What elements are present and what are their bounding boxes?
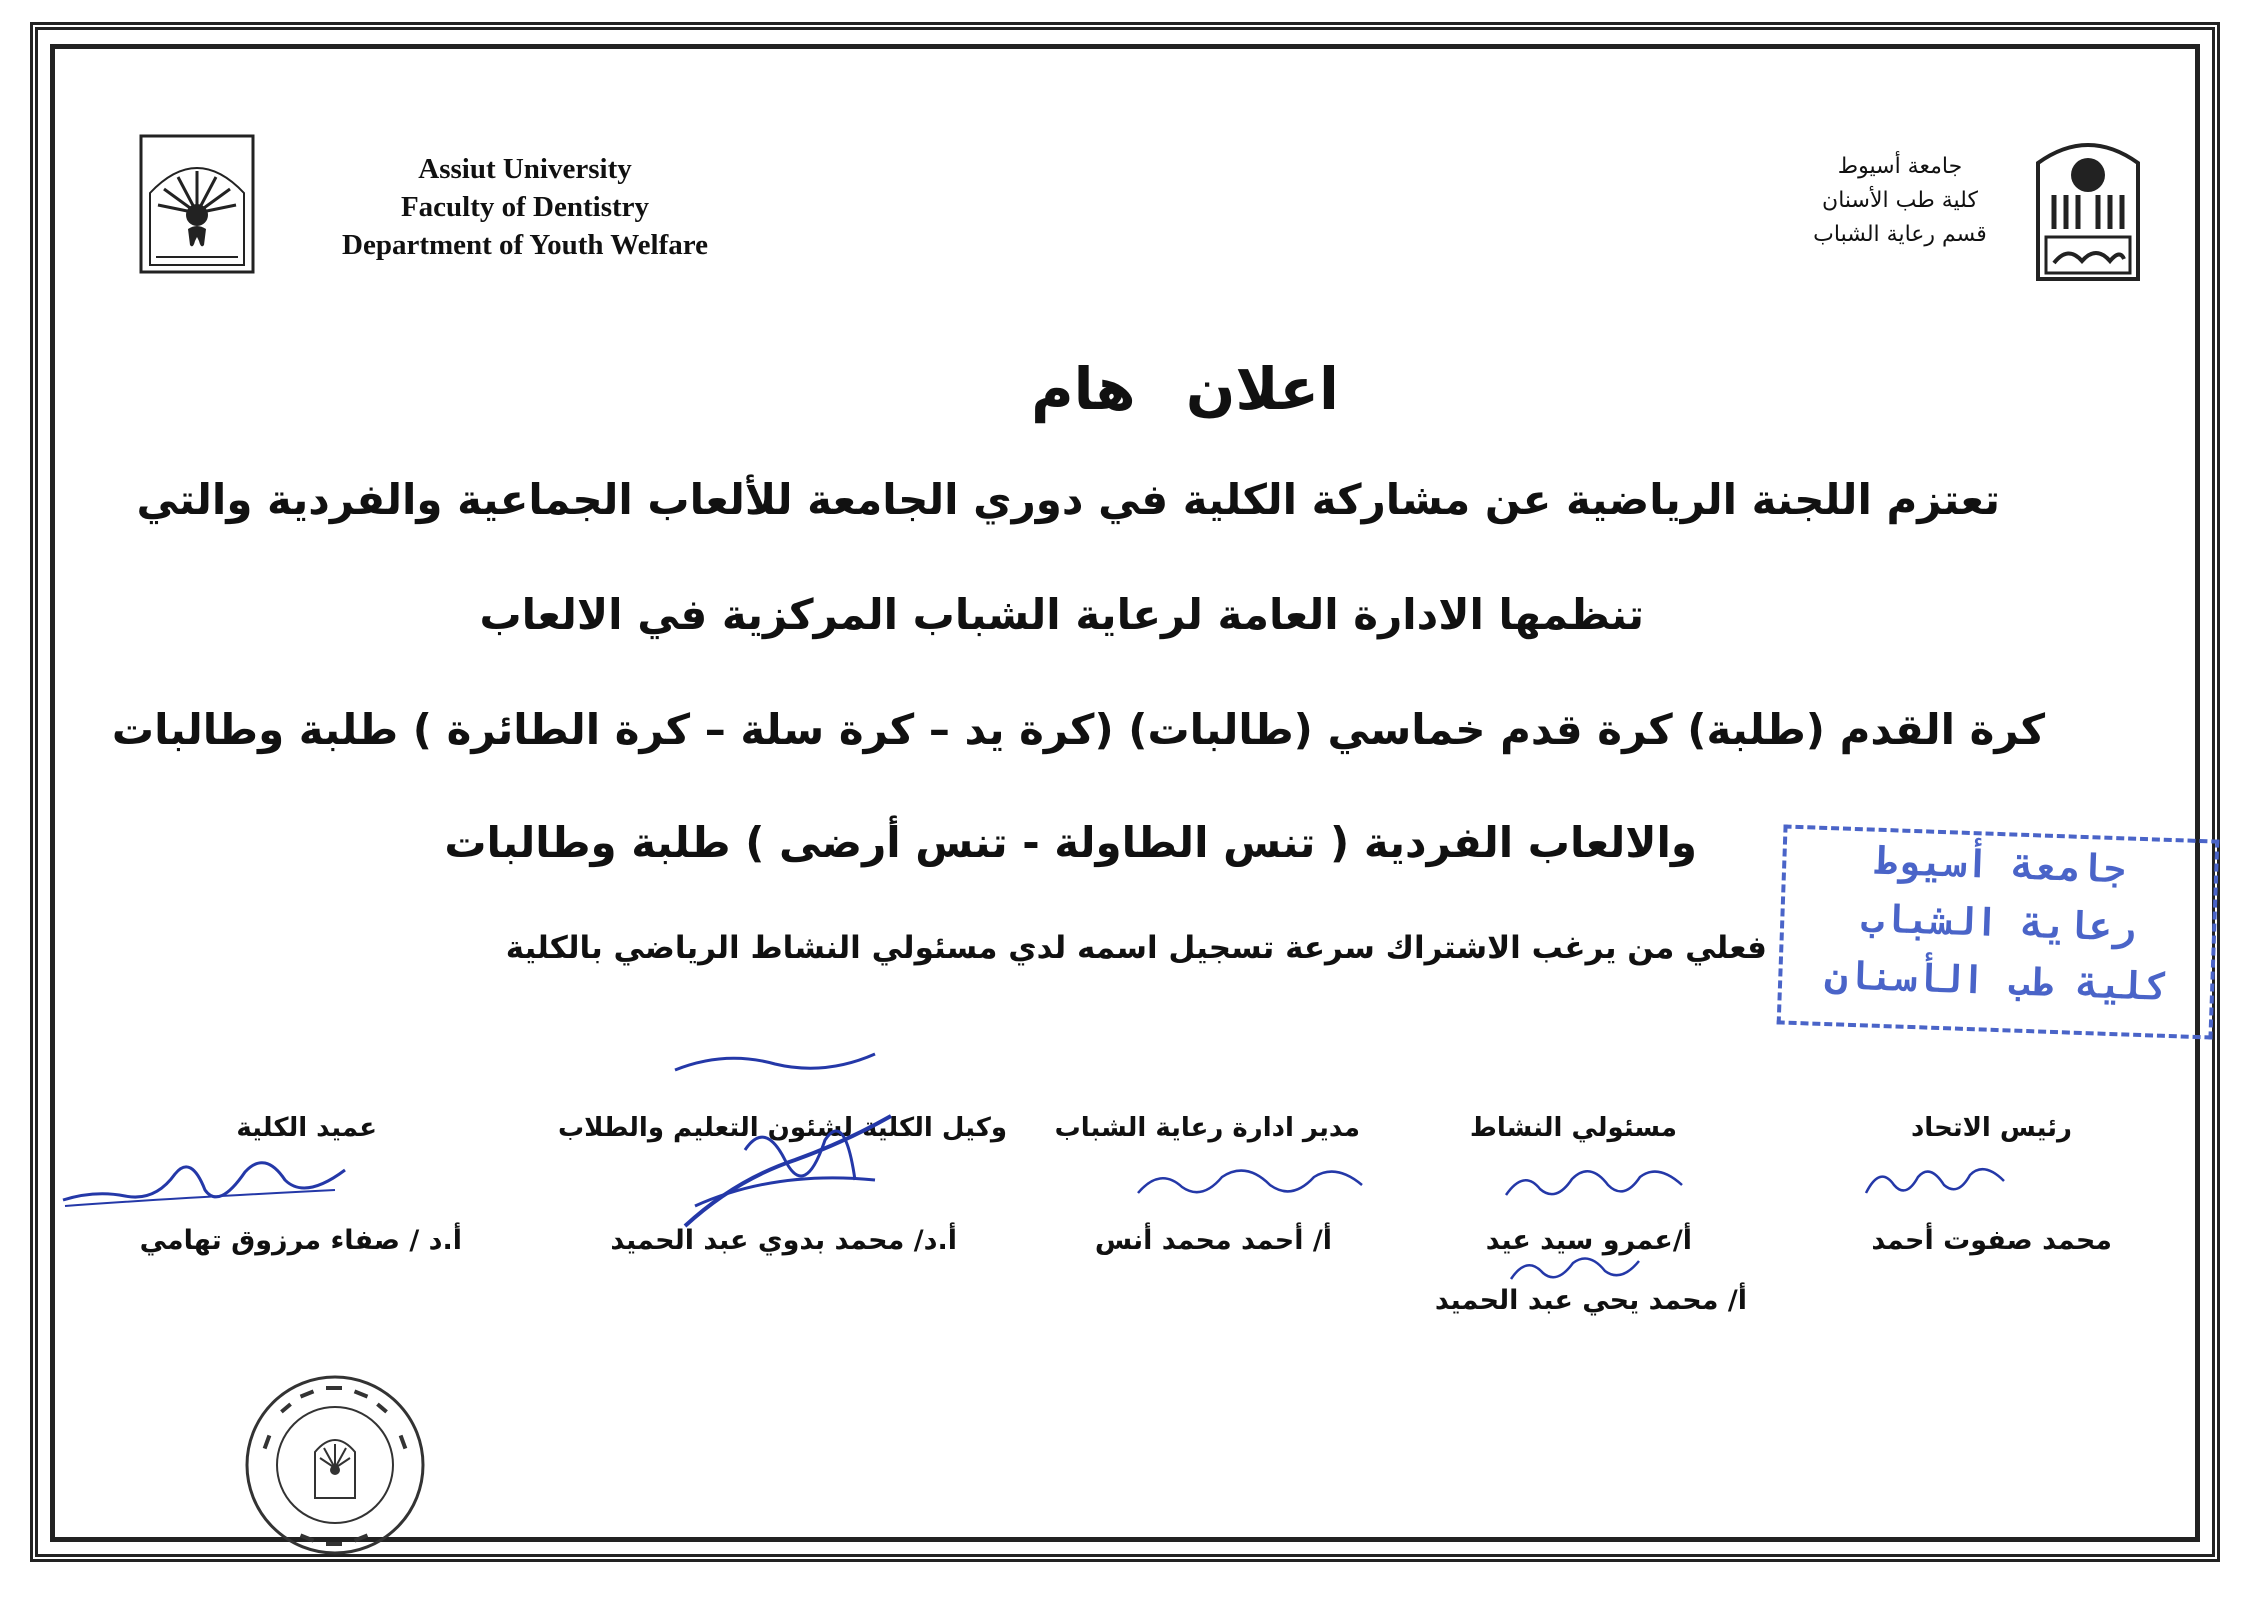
signature-vice-dean	[655, 1030, 905, 1250]
body-line-1: تعتزم اللجنة الرياضية عن مشاركة الكلية في دوري الجامعة للألعاب الجماعية والفردية والتي	[136, 475, 2000, 524]
signatory-title-youth-welfare-director: مدير ادارة رعاية الشباب	[1054, 1113, 1360, 1143]
body-line-5: فعلي من يرغب الاشتراك سرعة تسجيل اسمه لدي مسئولي النشاط الرياضي بالكلية	[505, 930, 1767, 966]
signature-activity-officer-2	[1505, 1245, 1645, 1290]
header-department: Department of Youth Welfare	[342, 229, 708, 261]
signatory-title-vice-dean: وكيل الكلية لشئون التعليم والطلاب	[557, 1113, 1007, 1143]
signature-union-president	[1860, 1155, 2010, 1205]
header-arabic	[1720, 150, 2080, 252]
signatory-name-union-president: محمد صفوت أحمد	[1871, 1225, 2112, 1256]
signatory-name-activity-officer-2: أ/ محمد يحي عبد الحميد	[1434, 1285, 1747, 1316]
youth-welfare-stamp	[1777, 824, 2220, 1039]
signature-youth-welfare-director	[1130, 1155, 1370, 1210]
signature-dean	[55, 1150, 355, 1220]
faculty-official-seal	[240, 1370, 430, 1560]
signatory-name-dean: أ.د / صفاء مرزوق تهامي	[139, 1225, 462, 1256]
header-university-ar: جامعة أسيوط	[1837, 154, 1963, 179]
header-department-ar: قسم رعاية الشباب	[1813, 222, 1987, 247]
announcement-title: اعلان هام	[1031, 355, 1339, 423]
signatory-name-vice-dean: أ.د/ محمد بدوي عبد الحميد	[610, 1225, 957, 1256]
header-faculty-ar: كلية طب الأسنان	[1822, 188, 1978, 213]
stamp-line-1: جامعة أسيوط	[1873, 838, 2127, 892]
signatory-title-union-president: رئيس الاتحاد	[1910, 1113, 2072, 1143]
signatory-name-youth-welfare-director: أ/ أحمد محمد أنس	[1094, 1225, 1332, 1256]
header-faculty: Faculty of Dentistry	[400, 191, 650, 223]
signature-activity-officer-1	[1500, 1155, 1690, 1210]
signatory-title-dean: عميد الكلية	[236, 1113, 377, 1143]
stamp-line-3: كلية طب الأسنان	[1824, 952, 2169, 1009]
signatory-name-activity-officer-1: أ/عمرو سيد عيد	[1485, 1225, 1692, 1256]
body-line-4: والالعاب الفردية ( تنس الطاولة - تنس أرضى ) طلبة وطالبات	[444, 818, 1697, 867]
body-line-2: تنظمها الادارة العامة لرعاية الشباب المركزية في الالعاب	[479, 590, 1644, 639]
signatory-title-activity-officers: مسئولي النشاط	[1469, 1113, 1677, 1143]
inner-border	[50, 44, 2200, 1542]
body-line-3: كرة القدم (طلبة) كرة قدم خماسي (طالبات) (كرة يد – كرة سلة – كرة الطائرة ) طلبة وطالبات	[111, 705, 2045, 754]
header-english	[290, 150, 760, 264]
stamp-line-2: رعاية الشباب	[1860, 896, 2137, 950]
faculty-logo-left	[138, 133, 256, 275]
header-university: Assiut University	[418, 153, 632, 185]
